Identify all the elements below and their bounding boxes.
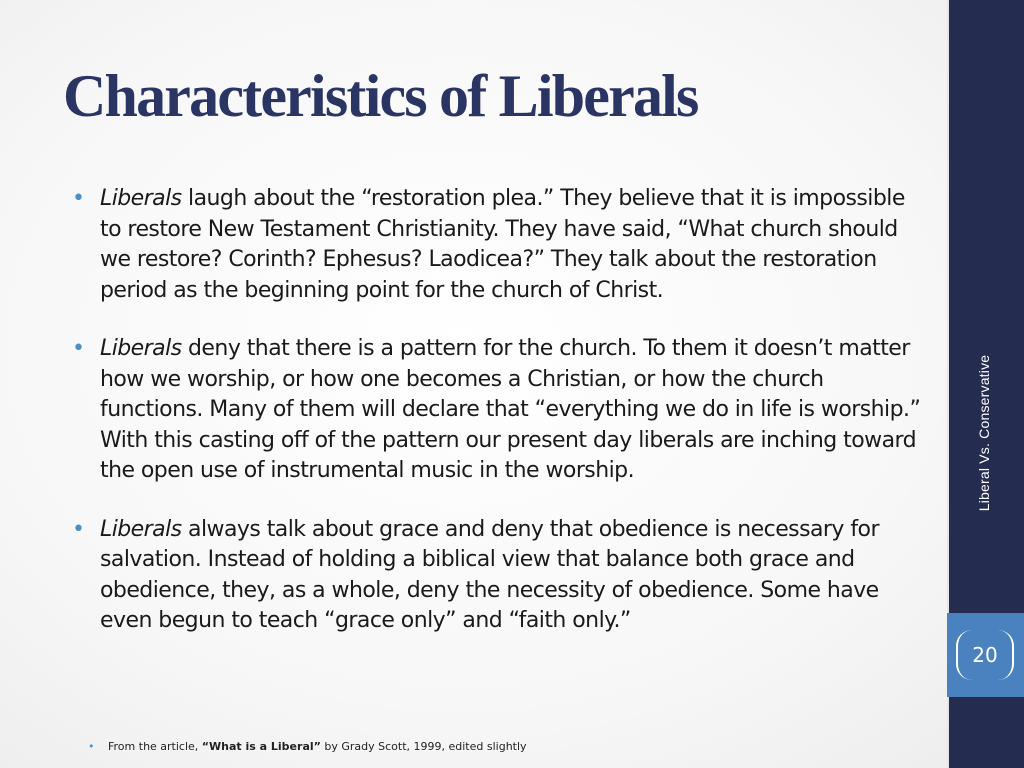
bullet-item	[72, 334, 922, 487]
sidebar-caption: Liberal Vs. Conservative	[976, 354, 992, 512]
source-prefix: From the article,	[108, 740, 202, 753]
bullet-text: deny that there is a pattern for the church. To them it doesn’t matter how we worship, or how one becomes a Christian, or how the church functions. Many of them will declare that “everything we do in life is worship.” With this casting off of the pattern our present day liberals are inching toward the open use of instrumental music in the worship.	[100, 336, 921, 483]
bullet-icon: •	[72, 186, 85, 211]
bullet-text: always talk about grace and deny that obedience is necessary for salvation. Instead of holding a biblical view that balance both grace and obedience, they, as a whole, deny the necessity of obedience. Some have even begun to teach “grace only” and “faith only.”	[100, 516, 879, 633]
bullet-lead: Liberals	[100, 336, 182, 361]
bullet-icon: •	[72, 516, 85, 542]
bullet-list	[72, 184, 922, 665]
bullet-item	[72, 184, 922, 306]
bullet-icon: •	[88, 740, 95, 753]
bullet-text: laugh about the “restoration plea.” They believe that it is impossible to restore New Testament Christianity. They have said, “What church should we restore? Corinth? Ephesus? Laodicea?” They talk about the restoration period as the beginning point for the church of Christ.	[100, 186, 905, 303]
source-article-title: “What is a Liberal”	[201, 740, 321, 753]
bullet-icon: •	[72, 336, 85, 361]
page-number: 20	[972, 643, 998, 667]
source-citation	[88, 740, 527, 753]
slide-title: Characteristics of Liberals	[63, 63, 698, 129]
bullet-item	[72, 515, 922, 637]
bullet-lead: Liberals	[100, 186, 182, 211]
source-suffix: by Grady Scott, 1999, edited slightly	[320, 740, 527, 753]
bullet-lead: Liberals	[100, 516, 182, 542]
